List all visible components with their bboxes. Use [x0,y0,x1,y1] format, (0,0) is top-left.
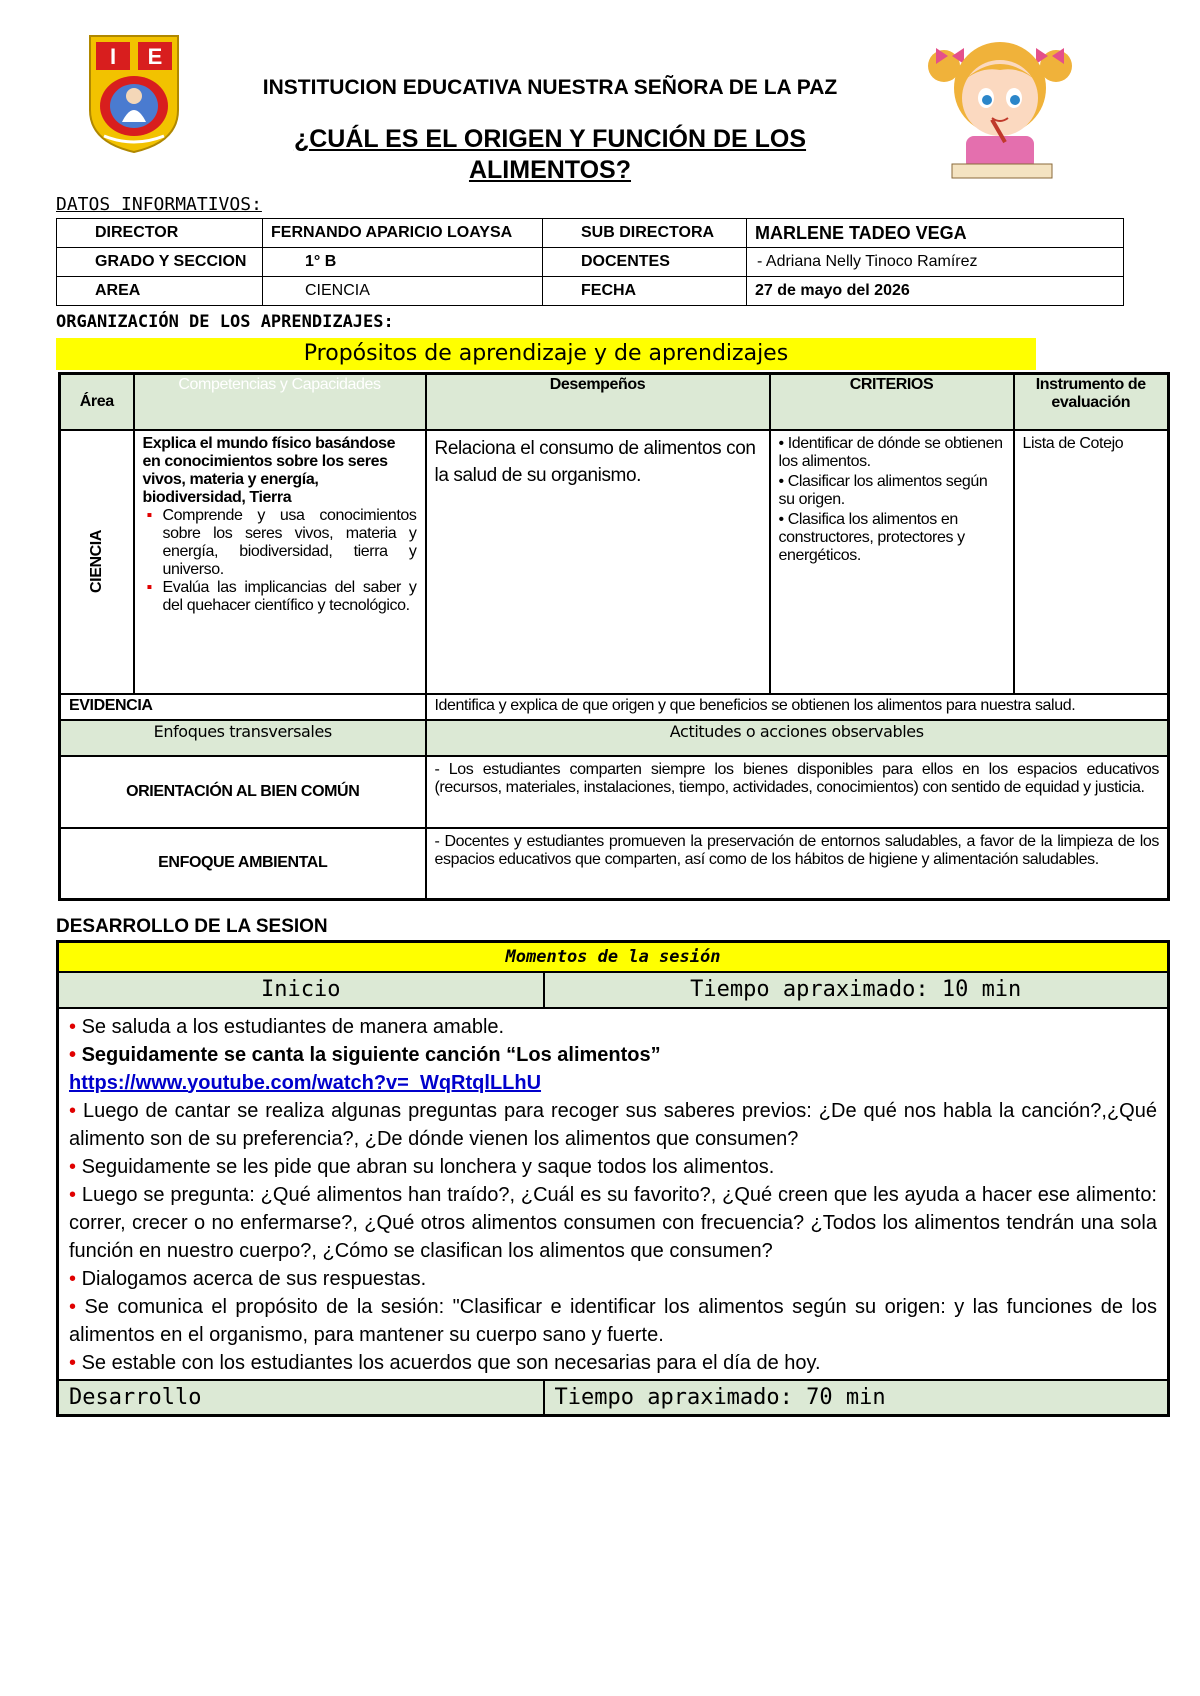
desarrollo-sesion-label: DESARROLLO DE LA SESION [56,916,328,937]
fecha-value: 27 de mayo del 2026 [747,277,1124,306]
header-area: Área [60,374,134,430]
girl-student-illustration [922,26,1078,182]
actitud-bien-comun: - Los estudiantes comparten siempre los bienes disponibles para ellos en los espacios educativos (recursos, materiales, instalaciones, tiempo, actividades, conocimientos) con sentido de equidad y justicia. [426,756,1169,828]
desarrollo-label: Desarrollo [58,1380,544,1416]
docentes-value: - Adriana Nelly Tinoco Ramírez [747,248,1124,277]
header-criterios: CRITERIOS [770,374,1014,430]
enfoque-bien-comun: ORIENTACIÓN AL BIEN COMÚN [60,756,426,828]
grado-value: 1° B [263,248,543,277]
director-value: FERNANDO APARICIO LOAYSA [263,219,543,248]
list-item: • Se saluda a los estudiantes de manera amable. [69,1015,505,1038]
competencia-title: Explica el mundo físico basándose en conocimientos sobre los seres vivos, materia y energía, biodiversidad, Tierra [142,434,396,506]
grado-label: GRADO Y SECCION [57,248,263,277]
propositos-banner: Propósitos de aprendizaje y de aprendizajes [56,338,1036,370]
learning-table [58,372,1170,901]
list-item: • Seguidamente se les pide que abran su lonchera y saque todos los alimentos. [69,1155,775,1178]
page-title: ¿CUÁL ES EL ORIGEN Y FUNCIÓN DE LOS ALIMENTOS? [293,125,807,184]
criterio-2: Clasificar los alimentos según su origen. [778,472,988,508]
evidencia-value: Identifica y explica de que origen y que beneficios se obtienen los alimentos para nuestra salud. [426,694,1169,720]
inicio-time: Tiempo apraximado: 10 min [544,972,1169,1008]
docentes-label: DOCENTES [543,248,747,277]
list-item: • Luego de cantar se realiza algunas preguntas para recoger sus saberes previos: ¿De qué nos habla la canción?,¿Qué alimento son de su preferencia?, ¿De dónde vienen los alimentos que consumen? [69,1099,1157,1150]
list-item: • Dialogamos acerca de sus respuestas. [69,1267,427,1290]
list-item: • Luego se pregunta: ¿Qué alimentos han traído?, ¿Cuál es su favorito?, ¿Qué creen que les ayuda a hacer ese alimento: correr, crecer o no enfermarse?, ¿Qué otros alimentos consumen con frecuencia? ¿Todos los alimentos tendrán una sola función en nuestro cuerpo?, ¿Cómo se clasifican los alimentos que consumen? [69,1183,1157,1262]
evidencia-label: EVIDENCIA [60,694,426,720]
svg-text:E: E [147,44,163,69]
subdirectora-value: MARLENE TADEO VEGA [747,219,1124,248]
school-logo-icon [84,32,184,156]
actitud-ambiental: - Docentes y estudiantes promueven la preservación de entornos saludables, a favor de la limpieza de los espacios educativos que comparten, así como de los hábitos de higiene y alimentación saludables. [426,828,1169,900]
list-item: • Seguidamente se canta la siguiente canción “Los alimentos” [69,1043,661,1066]
organizacion-label: ORGANIZACIÓN DE LOS APRENDIZAJES: [56,312,394,332]
capacidad-1: ▪ Comprende y usa conocimientos sobre los seres vivos, materia y energía, biodiversidad, tierra y universo. [163,507,417,579]
header-competencias: Competencias y Capacidades [134,374,426,430]
inicio-label: Inicio [58,972,544,1008]
header-instrumento: Instrumento de evaluación [1014,374,1169,430]
session-table [56,940,1170,1417]
subdirectora-label: SUB DIRECTORA [543,219,747,248]
youtube-link[interactable]: https://www.youtube.com/watch?v=_WqRtqlLLhU [69,1071,542,1094]
area-cell [60,430,134,694]
instrumento-cell: Lista de Cotejo [1014,430,1169,694]
competencias-cell [134,430,426,694]
enfoques-title: Enfoques transversales [60,720,426,756]
desempeno-cell: Relaciona el consumo de alimentos con la salud de su organismo. [426,430,770,694]
director-label: DIRECTOR [57,219,263,248]
inicio-content [58,1008,1169,1380]
criterio-3: Clasifica los alimentos en constructores, protectores y energéticos. [778,510,965,564]
criterios-cell: • Identificar de dónde se obtienen los alimentos. • Clasificar los alimentos según su origen. • Clasifica los alimentos en constructores, protectores y energéticos. [770,430,1014,694]
capacidad-2: ▪ Evalúa las implicancias del saber y del quehacer científico y tecnológico. [163,579,417,615]
area-value: CIENCIA [263,277,543,306]
actitudes-title: Actitudes o acciones observables [426,720,1169,756]
header-desempenos: Desempeños [426,374,770,430]
criterio-1: Identificar de dónde se obtienen los alimentos. [778,434,1003,470]
enfoque-ambiental: ENFOQUE AMBIENTAL [60,828,426,900]
area-label: AREA [57,277,263,306]
desarrollo-time: Tiempo apraximado: 70 min [544,1380,1169,1416]
school-name: INSTITUCION EDUCATIVA NUESTRA SEÑORA DE LA PAZ [262,76,838,99]
list-item: • Se estable con los estudiantes los acuerdos que son necesarias para el día de hoy. [69,1351,821,1374]
fecha-label: FECHA [543,277,747,306]
area-ciencia: CIENCIA [87,530,105,593]
datos-informativos-label: DATOS INFORMATIVOS: [56,194,262,215]
info-table [56,218,1124,306]
svg-text:I: I [109,44,117,69]
momentos-banner: Momentos de la sesión [58,942,1169,972]
list-item: • Se comunica el propósito de la sesión: "Clasificar e identificar los alimentos según su origen: y las funciones de los alimentos en el organismo, para mantener su cuerpo sano y fuerte. [69,1295,1157,1346]
